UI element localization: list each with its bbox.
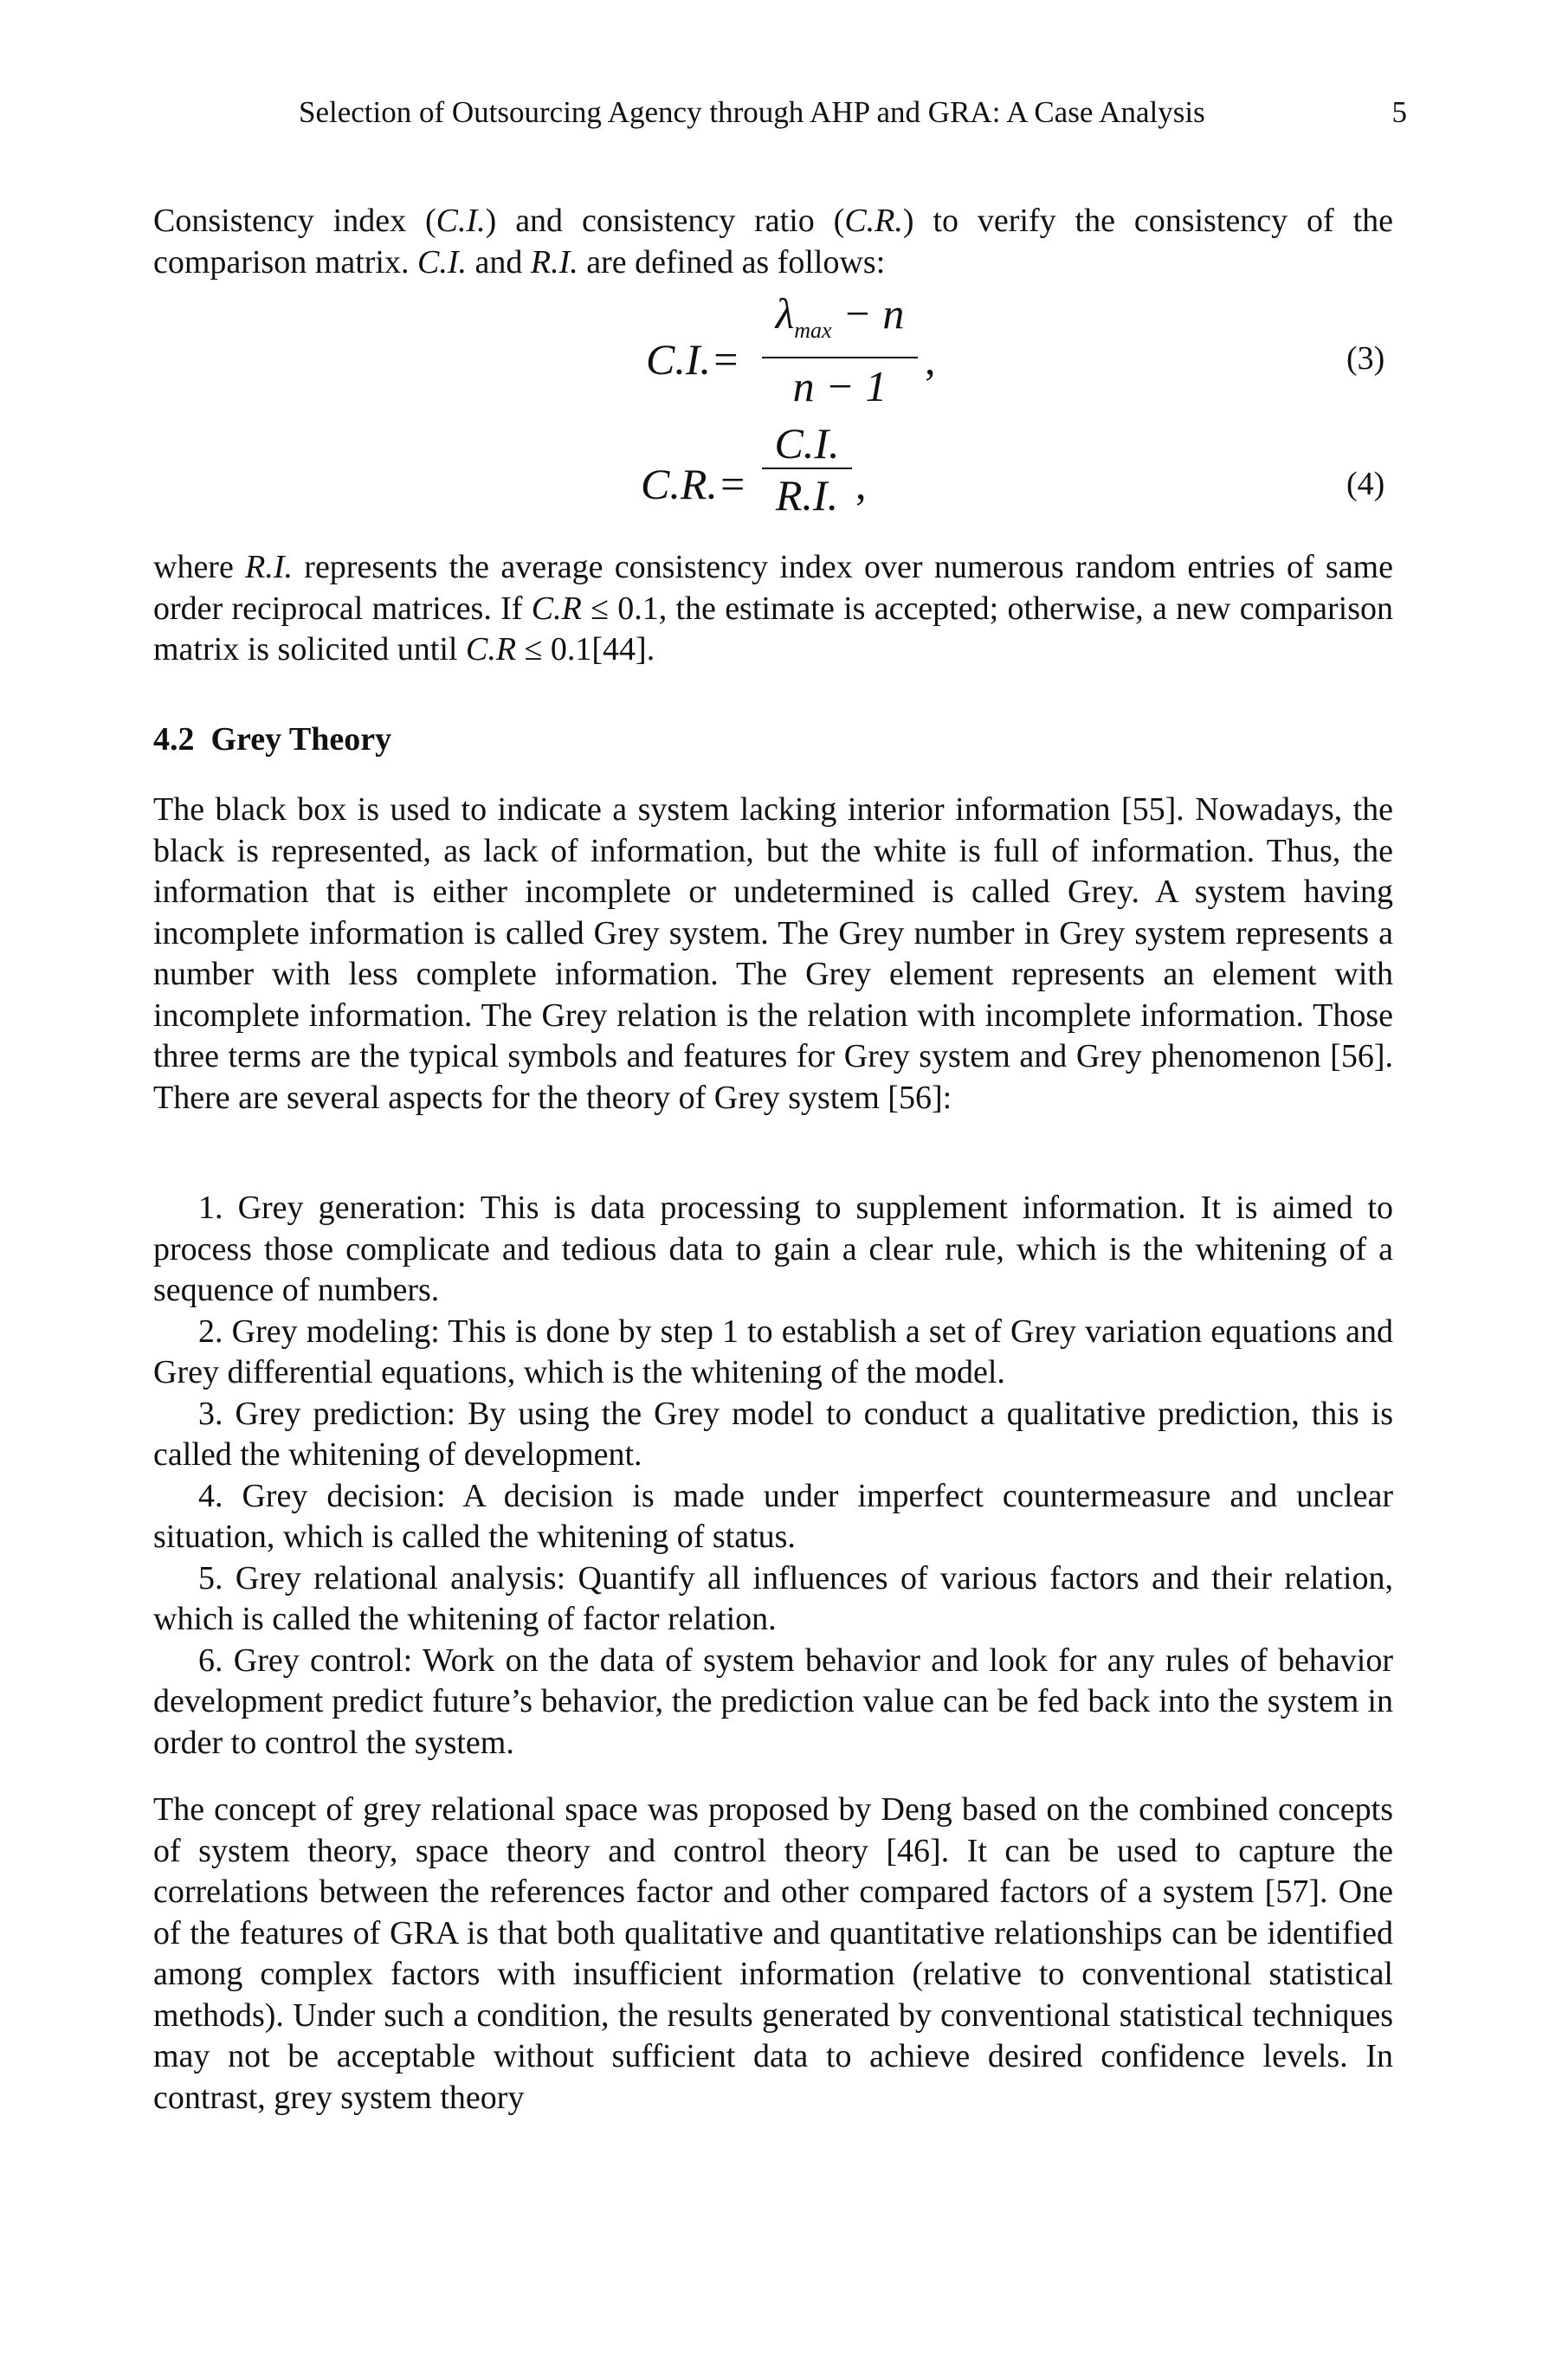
text-run: ) and consistency ratio ( bbox=[485, 203, 845, 239]
cr-symbol: C.R bbox=[465, 631, 517, 668]
list-item: 4. Grey decision: A decision is made under imperfect countermeasure and unclear situation, which is called the whitening of status. bbox=[153, 1477, 1393, 1555]
numerator-rest: − n bbox=[831, 289, 905, 338]
equation-4-fraction bbox=[762, 419, 852, 521]
grey-relational-paragraph: The concept of grey relational space was proposed by Deng based on the combined concepts of system theory, space theory and control theory [46]. It can be used to capture the correlations between the references factor and other compared factors of a system [57]. One of the features of GRA is that both qualitative and quantitative relationships can be identified among complex factors with insufficient information (relative to conventional statistical methods). Under such a condition, the results generated by conventional statistical techniques may not be acceptable without sufficient data to achieve desired confidence levels. In contrast, grey system theory bbox=[153, 1791, 1393, 2116]
cr-symbol: C.R bbox=[531, 590, 582, 627]
list-item: 2. Grey modeling: This is done by step 1 to establish a set of Grey variation equations and Grey differential equations, which is the whitening of the model. bbox=[153, 1313, 1393, 1390]
where-paragraph bbox=[153, 547, 1393, 671]
equation-4-lhs: C.R.= bbox=[641, 460, 747, 508]
intro-paragraph bbox=[153, 201, 1393, 283]
text-run: [44]. bbox=[591, 631, 655, 668]
equation-3-denominator: n − 1 bbox=[792, 362, 887, 410]
list-item: 5. Grey relational analysis: Quantify all influences of various factors and their relation, which is called the whitening of factor relation. bbox=[153, 1559, 1393, 1637]
text-run: represents the average consistency index over numerous random entries of same order reciprocal matrices. If bbox=[153, 549, 1393, 627]
ci-symbol: C.I. bbox=[416, 243, 467, 281]
equation-3-numerator bbox=[762, 287, 918, 357]
equation-3-lhs: C.I.= bbox=[646, 335, 740, 384]
text-run: where bbox=[153, 549, 246, 585]
equation-4-label: (4) bbox=[1346, 466, 1385, 502]
equation-4-numerator: C.I. bbox=[774, 419, 840, 468]
section-heading bbox=[153, 720, 391, 758]
grey-theory-paragraph: The black box is used to indicate a system lacking interior information [55]. Nowadays, the black is represented, as lack of information, but the white is full of information. Thus, the information that is either incomplete or undetermined is called Grey. A system having incomplete information is called Grey system. The Grey number in Grey system represents a number with less complete information. The Grey element represents an element with incomplete information. The Grey relation is the relation with incomplete information. Those three terms are the typical symbols and features for Grey system and Grey phenomenon [56]. There are several aspects for the theory of Grey system [56]: bbox=[153, 791, 1393, 1116]
max-subscript: max bbox=[794, 318, 832, 343]
ci-symbol: C.I. bbox=[436, 203, 486, 239]
inequality: ≤ 0.1 bbox=[516, 631, 592, 668]
ri-symbol: R.I. bbox=[530, 243, 578, 281]
page-number: 5 bbox=[1391, 95, 1407, 129]
ri-symbol: R.I. bbox=[245, 549, 293, 585]
text-run: ) to verify the consistency of the comparison matrix. bbox=[153, 203, 1393, 281]
list-item: 6. Grey control: Work on the data of system behavior and look for any rules of behavior development predict future’s behavior, the prediction value can be fed back into the system in order to control the system. bbox=[153, 1641, 1393, 1761]
lambda-symbol: λ bbox=[775, 289, 795, 338]
running-title: Selection of Outsourcing Agency through AHP and GRA: A Case Analysis bbox=[299, 95, 1205, 129]
section-title: Grey Theory bbox=[210, 721, 392, 758]
text-run: , the estimate is accepted; otherwise, a new comparison matrix is solicited until bbox=[153, 590, 1393, 668]
list-item: 1. Grey generation: This is data processing to supplement information. It is aimed to process those complicate and tedious data to gain a clear rule, which is the whitening of a sequence of numbers. bbox=[153, 1190, 1393, 1308]
list-item: 3. Grey prediction: By using the Grey model to conduct a qualitative prediction, this is called the whitening of development. bbox=[153, 1395, 1393, 1473]
equation-4-denominator: R.I. bbox=[775, 471, 839, 519]
equation-4-comma: , bbox=[855, 460, 867, 508]
equation-3-comma: , bbox=[925, 335, 936, 384]
section-number: 4.2 bbox=[153, 721, 195, 758]
inequality: ≤ 0.1 bbox=[581, 590, 659, 627]
text-run: are defined as follows: bbox=[578, 243, 886, 281]
text-run: and bbox=[466, 243, 531, 281]
text-run: Consistency index ( bbox=[153, 203, 436, 239]
equation-3-fraction bbox=[762, 287, 918, 414]
grey-aspects-list bbox=[153, 1188, 1393, 1764]
equation-3-label: (3) bbox=[1346, 340, 1385, 377]
cr-symbol: C.R. bbox=[844, 203, 903, 239]
